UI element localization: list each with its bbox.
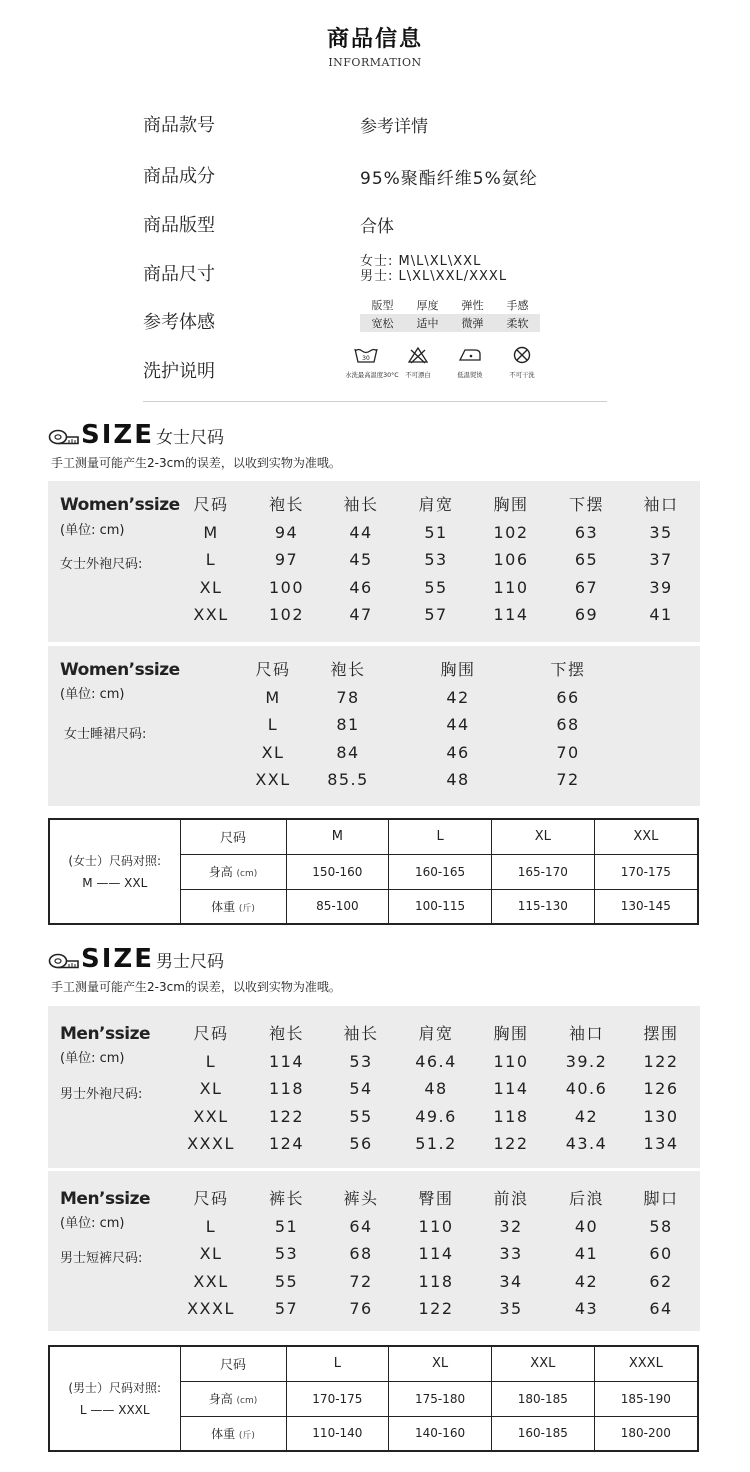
care-label: 不可漂白 [405,371,431,379]
size-cell: 122 [268,1106,305,1126]
size-column-header: 胸围 [440,660,476,679]
size-cell: 69 [574,605,599,624]
size-cell: 67 [574,577,599,597]
size-cell: 42 [574,1271,599,1291]
size-cell: 110 [493,577,529,597]
size-column-header: 袖长 [343,1024,379,1043]
panel-title: Men’ssize [60,1024,150,1044]
size-column-header: 下摆 [568,495,604,514]
ref-header-row [49,1346,698,1381]
size-cell: 102 [493,522,529,542]
feel-table [360,296,540,332]
size-cell: 35 [499,1299,523,1318]
size-column-header: 后浪 [568,1189,604,1208]
wash-30-icon [353,346,379,364]
size-row-label: XXXL [187,1299,235,1318]
svg-text:30: 30 [362,355,370,362]
ref-header-cell: M [286,819,389,854]
ref-header-cell: XL [389,1346,492,1381]
size-cell: 41 [649,605,673,624]
size-cell: 94 [274,522,299,542]
ref-header-cell: XXXL [594,1346,698,1381]
size-cell: 118 [418,1271,454,1291]
size-column-header: 袖口 [568,1024,604,1043]
size-cell: 102 [268,605,305,624]
size-cell: 72 [556,770,580,789]
size-cell: 49.6 [415,1106,457,1126]
size-row-label: L [205,1051,217,1071]
size-column-header: 胸围 [493,1024,529,1043]
women-robe-table [172,491,698,629]
size-cell: 130 [643,1106,679,1126]
feel-header: 版型 [371,299,394,312]
size-cell: 37 [649,550,673,569]
size-cell: 122 [418,1299,454,1318]
size-cell: 114 [493,1079,529,1098]
ref-header-cell: XXL [491,1346,594,1381]
size-cell: 33 [499,1244,523,1263]
care-item-iron [447,346,493,380]
size-column-header: 尺码 [193,495,229,514]
ref-header-cell: L [286,1346,389,1381]
feel-value: 适中 [416,317,439,330]
measure-note: 手工测量可能产生2-3cm的误差，以收到实物为准哦。 [51,456,341,470]
ref-row-label: 体重 (斤) [180,1416,286,1451]
ref-cell: 165-170 [491,854,594,889]
size-cell: 58 [649,1216,673,1236]
size-cell: 70 [556,742,580,762]
size-row-label: L [205,1216,217,1236]
size-heading-text: 男士尺码 [156,952,225,972]
men-size-heading [48,946,224,972]
size-row-label: XL [199,577,223,597]
ref-side-line2: L —— XXXL [79,1402,150,1417]
size-cell: 68 [349,1244,373,1263]
women-dress-table [238,656,608,794]
size-cell: 118 [268,1079,305,1098]
size-cell: 40.6 [565,1079,608,1098]
size-row-label: XXL [193,1271,229,1291]
size-cell: 39 [649,577,673,597]
size-cell: 68 [556,715,580,734]
panel-label: 男士短裤尺码: [60,1251,143,1266]
size-cell: 126 [643,1079,679,1098]
ref-row-label: 身高 (cm) [180,854,286,889]
size-cell: 76 [349,1299,373,1318]
size-row-label: M [203,522,219,542]
ref-cell: 160-165 [389,854,492,889]
ref-cell: 180-185 [491,1381,594,1416]
ref-header-cell: L [389,819,492,854]
size-column-header: 臀围 [418,1189,454,1208]
no-dry-clean-icon [512,346,532,364]
men-robe-panel [48,1006,700,1168]
size-row-label: XXL [193,1106,229,1126]
women-robe-panel [48,481,700,642]
size-column-header: 肩宽 [418,1024,454,1043]
info-label-style-no: 商品款号 [143,115,215,136]
info-value-fit: 合体 [360,217,394,237]
size-cell: 114 [493,605,529,624]
size-cell: 43 [574,1299,599,1318]
size-cell: 51 [424,522,448,542]
size-row-label: XXL [255,770,291,789]
size-cell: 72 [349,1271,373,1291]
size-cell: 55 [349,1106,373,1126]
size-cell: 48 [424,1079,448,1098]
men-robe-table [172,1020,698,1158]
size-row-label: L [267,715,279,734]
size-column-header: 袍长 [268,495,304,514]
info-value-material: 95%聚酯纤维5%氨纶 [360,169,538,189]
size-cell: 53 [424,550,448,569]
size-cell: 44 [446,715,470,734]
panel-title: Women’ssize [60,660,180,680]
size-cell: 53 [349,1051,373,1071]
women-dress-panel [48,646,700,806]
size-word: SIZE [81,420,155,450]
size-cell: 97 [274,550,299,569]
feel-header: 手感 [506,299,529,312]
size-column-header: 尺码 [193,1189,229,1208]
care-icons [343,346,545,380]
size-cell: 64 [649,1299,673,1318]
ref-header-cell: XL [491,819,594,854]
size-cell: 64 [349,1216,373,1236]
size-column-header: 尺码 [255,660,291,679]
ref-side-label [49,1346,180,1451]
ref-cell: 175-180 [389,1381,492,1416]
size-cell: 114 [418,1244,454,1263]
ref-cell: 115-130 [491,889,594,924]
size-cell: 63 [574,522,599,542]
feel-header: 弹性 [461,299,484,312]
size-cell: 51 [274,1216,299,1236]
ref-cell: 85-100 [286,889,389,924]
size-column-header: 裤长 [268,1189,304,1208]
feel-header-row [360,296,540,314]
size-cell: 47 [349,605,373,624]
size-cell: 35 [649,522,673,542]
size-column-header: 肩宽 [418,495,454,514]
care-label: 不可干洗 [509,371,535,379]
size-cell: 122 [493,1134,529,1153]
size-cell: 60 [649,1244,673,1263]
feel-value: 柔软 [506,317,529,330]
measure-note: 手工测量可能产生2-3cm的误差，以收到实物为准哦。 [51,980,341,994]
panel-label: 女士睡裙尺码: [64,727,147,742]
size-row-label: XL [199,1244,223,1263]
size-cell: 81 [336,715,360,734]
size-cell: 34 [499,1271,523,1291]
ref-cell: 140-160 [389,1416,492,1451]
no-bleach-icon [407,346,429,364]
men-shorts-panel [48,1171,700,1331]
size-column-header: 前浪 [493,1189,529,1208]
size-cell: 39.2 [565,1051,608,1071]
size-column-header: 下摆 [550,660,586,679]
ref-cell: 185-190 [594,1381,698,1416]
feel-header: 厚度 [416,299,439,312]
size-row-label: XXL [193,605,229,624]
panel-unit: (单位: cm) [60,523,125,538]
info-value-size-women: 女士: M\L\XL\XXL [360,254,482,269]
size-word: SIZE [81,944,155,974]
size-column-header: 胸围 [493,495,529,514]
ref-header-cell: 尺码 [180,1346,286,1381]
size-cell: 66 [556,687,580,707]
ref-cell: 150-160 [286,854,389,889]
size-cell: 122 [643,1051,679,1071]
size-cell: 41 [574,1244,599,1263]
ref-side-label [49,819,180,924]
tape-measure-icon [48,428,80,446]
panel-unit: (单位: cm) [60,1051,125,1066]
size-cell: 44 [349,522,373,542]
size-column-header: 袖长 [343,495,379,514]
size-cell: 78 [336,687,360,707]
men-ref-table [48,1345,699,1452]
ref-side-line2: M —— XXL [82,875,148,890]
ref-header-row [49,819,698,854]
ref-row-label: 身高 (cm) [180,1381,286,1416]
size-column-header: 裤头 [343,1189,379,1208]
size-cell: 46.4 [415,1051,457,1071]
panel-label: 女士外袍尺码: [60,557,143,572]
size-cell: 106 [493,550,529,569]
info-label-feel: 参考体感 [143,312,215,333]
size-cell: 65 [574,550,599,569]
ref-side-line1: (女士）尺码对照: [68,853,162,868]
ref-cell: 170-175 [286,1381,389,1416]
care-item-bleach [395,346,441,380]
size-cell: 51.2 [415,1134,457,1153]
size-column-header: 袖口 [643,495,679,514]
info-value-size-men: 男士: L\XL\XXL/XXXL [360,269,508,284]
ref-cell: 100-115 [389,889,492,924]
size-cell: 57 [424,605,448,624]
size-cell: 55 [274,1271,299,1291]
ref-cell: 170-175 [594,854,698,889]
care-item-dryclean [499,346,545,380]
size-cell: 62 [649,1271,673,1291]
panel-unit: (单位: cm) [60,1216,125,1231]
size-cell: 42 [446,687,470,707]
section-divider [143,401,607,402]
info-label-care: 洗护说明 [143,361,215,382]
care-item-wash [343,346,399,380]
size-cell: 118 [493,1106,529,1126]
size-cell: 134 [643,1134,679,1153]
page-subtitle: INFORMATION [328,56,422,69]
care-label: 水洗最高温度30°C [345,371,399,379]
feel-value: 宽松 [371,317,394,330]
tape-measure-icon [48,952,80,970]
size-cell: 45 [349,550,373,569]
size-cell: 110 [493,1051,529,1071]
feel-value-row [360,314,540,332]
size-heading-text: 女士尺码 [156,428,225,448]
size-cell: 46 [349,577,373,597]
panel-label: 男士外袍尺码: [60,1087,143,1102]
page-title: 商品信息 [326,27,423,52]
size-cell: 55 [424,577,448,597]
size-cell: 54 [349,1079,373,1098]
info-label-size: 商品尺寸 [143,264,215,285]
care-label: 低温熨烫 [457,371,483,379]
size-column-header: 摆围 [643,1024,679,1043]
size-column-header: 袍长 [330,660,366,679]
ref-header-cell: 尺码 [180,819,286,854]
size-cell: 124 [268,1134,305,1153]
size-cell: 46 [446,742,470,762]
ref-cell: 160-185 [491,1416,594,1451]
ref-cell: 130-145 [594,889,698,924]
size-cell: 42 [574,1106,599,1126]
ref-cell: 180-200 [594,1416,698,1451]
info-label-fit: 商品版型 [143,215,215,236]
size-cell: 56 [349,1134,373,1153]
size-cell: 110 [418,1216,454,1236]
size-cell: 48 [446,770,470,789]
size-cell: 57 [274,1299,299,1318]
size-cell: 53 [274,1244,299,1263]
women-ref-table [48,818,699,925]
size-cell: 43.4 [565,1134,608,1153]
size-row-label: M [265,687,281,707]
size-cell: 100 [268,577,305,597]
ref-row-label: 体重 (斤) [180,889,286,924]
size-cell: 84 [336,742,360,762]
size-column-header: 袍长 [268,1024,304,1043]
size-row-label: XL [199,1079,223,1098]
size-row-label: XL [261,742,285,762]
women-size-heading [48,422,224,448]
feel-value: 微弹 [461,317,484,330]
size-cell: 114 [268,1051,305,1071]
panel-title: Women’ssize [60,495,180,515]
ref-cell: 110-140 [286,1416,389,1451]
men-shorts-table [172,1185,698,1323]
size-cell: 85.5 [327,770,369,789]
size-cell: 32 [499,1216,523,1236]
size-column-header: 脚口 [643,1189,679,1208]
size-cell: 40 [574,1216,599,1236]
info-label-material: 商品成分 [143,166,215,187]
panel-title: Men’ssize [60,1189,150,1209]
low-iron-icon [457,346,483,364]
size-row-label: XXXL [187,1134,235,1153]
size-column-header: 尺码 [193,1024,229,1043]
info-value-style-no: 参考详情 [360,117,428,137]
panel-unit: (单位: cm) [60,687,125,702]
ref-side-line1: (男士）尺码对照: [68,1380,162,1395]
ref-header-cell: XXL [594,819,698,854]
size-row-label: L [205,550,217,569]
